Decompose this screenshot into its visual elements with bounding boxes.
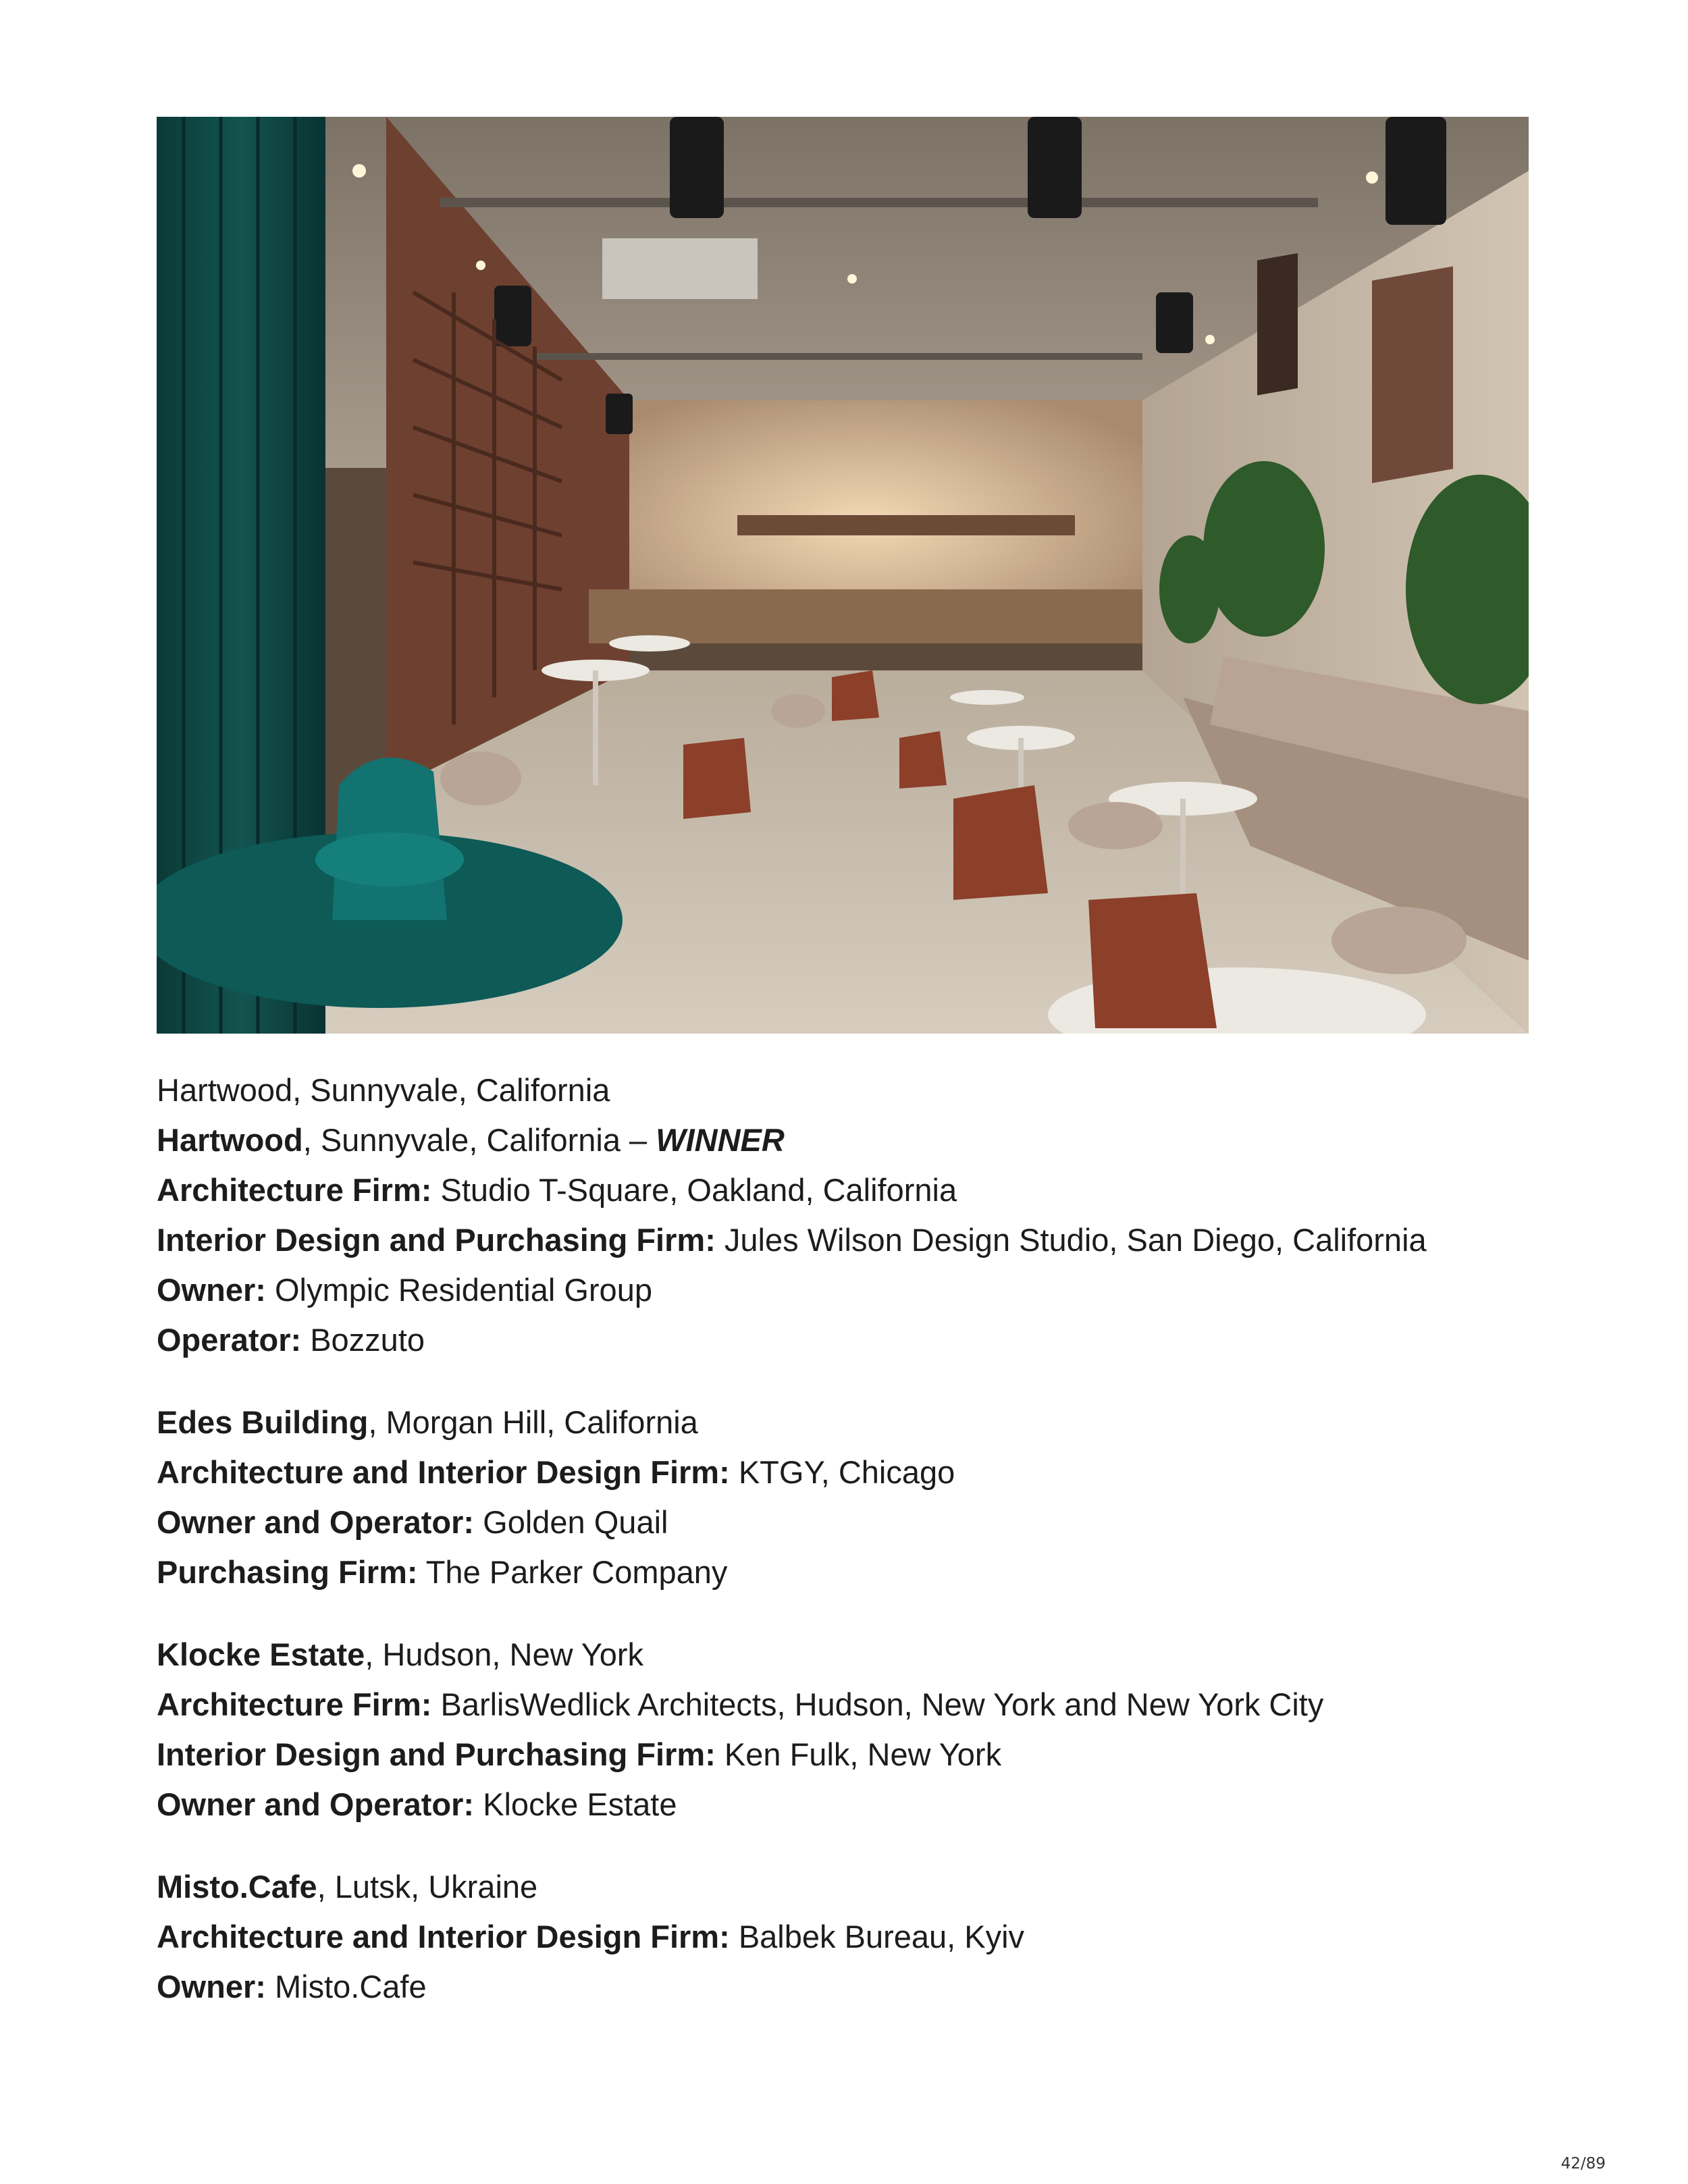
detail-line	[157, 1730, 1575, 1780]
detail-value: Balbek Bureau, Kyiv	[729, 1919, 1025, 1954]
detail-label: Architecture Firm:	[157, 1686, 432, 1722]
detail-label: Owner and Operator:	[157, 1504, 475, 1540]
detail-line	[157, 1780, 1575, 1830]
project-location: , Sunnyvale, California –	[302, 1122, 656, 1158]
detail-line	[157, 1215, 1575, 1265]
detail-label: Interior Design and Purchasing Firm:	[157, 1736, 716, 1772]
entry-klocke-estate	[157, 1630, 1575, 1830]
detail-value: Golden Quail	[474, 1504, 668, 1540]
detail-value: KTGY, Chicago	[729, 1454, 955, 1490]
detail-line	[157, 1547, 1575, 1597]
entry-spacer	[157, 1597, 1575, 1630]
detail-label: Owner and Operator:	[157, 1786, 475, 1822]
detail-label: Architecture and Interior Design Firm:	[157, 1919, 730, 1954]
entry-spacer	[157, 1365, 1575, 1397]
photo-caption: Hartwood, Sunnyvale, California	[157, 1072, 610, 1108]
detail-value: The Parker Company	[417, 1554, 728, 1590]
detail-label: Operator:	[157, 1322, 302, 1358]
detail-line	[157, 1447, 1575, 1497]
detail-label: Purchasing Firm:	[157, 1554, 418, 1590]
detail-value: Bozzuto	[301, 1322, 425, 1358]
detail-line	[157, 1497, 1575, 1547]
detail-value: Klocke Estate	[474, 1786, 677, 1822]
detail-line	[157, 1680, 1575, 1730]
restaurant-interior-photo-icon	[157, 117, 1529, 1034]
entry-title	[157, 1862, 1575, 1912]
detail-value: Jules Wilson Design Studio, San Diego, California	[715, 1222, 1427, 1258]
restaurant-interior-photo	[157, 117, 1529, 1034]
winner-badge: WINNER	[656, 1122, 785, 1158]
detail-label: Interior Design and Purchasing Firm:	[157, 1222, 716, 1258]
detail-line	[157, 1315, 1575, 1365]
detail-value: BarlisWedlick Architects, Hudson, New York and New York City	[431, 1686, 1324, 1722]
project-name: Klocke Estate	[157, 1636, 365, 1672]
detail-value: Ken Fulk, New York	[715, 1736, 1002, 1772]
page-number: 42/89	[1560, 2155, 1606, 2173]
detail-line	[157, 1962, 1575, 2012]
project-location: , Hudson, New York	[365, 1636, 644, 1672]
project-list	[157, 1065, 1575, 2012]
entry-title	[157, 1397, 1575, 1447]
detail-label: Architecture Firm:	[157, 1172, 432, 1208]
project-name: Misto.Cafe	[157, 1869, 317, 1905]
detail-line	[157, 1265, 1575, 1315]
entry-edes-building	[157, 1397, 1575, 1597]
project-location: , Lutsk, Ukraine	[317, 1869, 538, 1905]
detail-value: Olympic Residential Group	[265, 1272, 652, 1308]
detail-label: Owner:	[157, 1272, 266, 1308]
project-location: , Morgan Hill, California	[368, 1404, 698, 1440]
entry-misto-cafe	[157, 1862, 1575, 2012]
detail-label: Owner:	[157, 1969, 266, 2004]
entry-hartwood	[157, 1115, 1575, 1365]
entry-title	[157, 1115, 1575, 1165]
entry-spacer	[157, 1830, 1575, 1862]
detail-line	[157, 1165, 1575, 1215]
detail-value: Misto.Cafe	[265, 1969, 427, 2004]
detail-line	[157, 1912, 1575, 1962]
entry-title	[157, 1630, 1575, 1680]
detail-label: Architecture and Interior Design Firm:	[157, 1454, 730, 1490]
project-name: Edes Building	[157, 1404, 369, 1440]
project-name: Hartwood	[157, 1122, 303, 1158]
detail-value: Studio T-Square, Oakland, California	[431, 1172, 957, 1208]
